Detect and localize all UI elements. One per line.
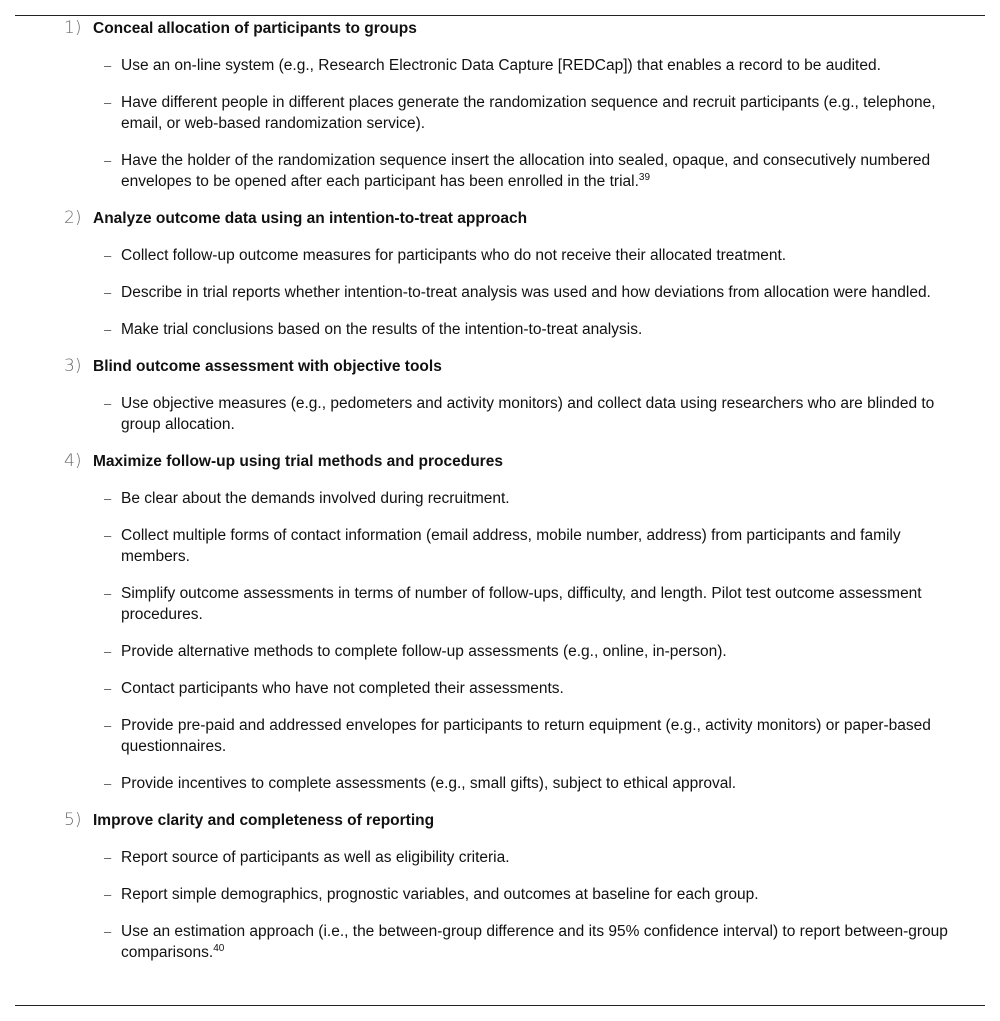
dash-bullet-icon: – <box>104 924 112 939</box>
dash-bullet-icon: – <box>104 887 112 902</box>
item-text-body: Make trial conclusions based on the results of the intention-to-treat analysis. <box>121 321 643 338</box>
item-text-body: Report source of participants as well as eligibility criteria. <box>121 849 510 866</box>
section-5 <box>0 810 1000 963</box>
list-item <box>0 678 1000 699</box>
list-item <box>0 525 1000 567</box>
item-text-body: Contact participants who have not completed their assessments. <box>121 680 564 697</box>
recommendations-list <box>0 16 1000 963</box>
item-text <box>121 717 931 755</box>
item-text-body: Provide incentives to complete assessments (e.g., small gifts), subject to ethical approval. <box>121 775 737 792</box>
item-text <box>121 490 510 507</box>
section-number: 2) <box>64 208 82 228</box>
dash-bullet-icon: – <box>104 528 112 543</box>
item-text-body: Be clear about the demands involved during recruitment. <box>121 490 510 507</box>
section-items <box>0 393 1000 435</box>
section-items <box>0 245 1000 340</box>
dash-bullet-icon: – <box>104 586 112 601</box>
section-1 <box>0 18 1000 192</box>
dash-bullet-icon: – <box>104 491 112 506</box>
item-text-body: Have the holder of the randomization sequence insert the allocation into sealed, opaque, and consecutively numbered envelopes to be opened after each participant has been enrolled in the trial. <box>121 152 931 190</box>
section-heading <box>0 810 1000 831</box>
list-item <box>0 715 1000 757</box>
list-item <box>0 583 1000 625</box>
list-item <box>0 921 1000 963</box>
item-text <box>121 94 936 132</box>
item-text-body: Describe in trial reports whether intention-to-treat analysis was used and how deviations from allocation were handled. <box>121 284 931 301</box>
reference-superscript: 40 <box>213 942 225 954</box>
list-item <box>0 55 1000 76</box>
item-text-body: Collect follow-up outcome measures for participants who do not receive their allocated treatment. <box>121 247 787 264</box>
section-items <box>0 847 1000 963</box>
section-number: 3) <box>64 356 82 376</box>
item-text-body: Use an estimation approach (i.e., the between-group difference and its 95% confidence interval) to report between-group comparisons. <box>121 923 948 961</box>
item-text-body: Provide alternative methods to complete follow-up assessments (e.g., online, in-person). <box>121 643 727 660</box>
dash-bullet-icon: – <box>104 776 112 791</box>
reference-superscript: 39 <box>638 171 651 183</box>
item-text <box>121 284 931 301</box>
item-text <box>121 585 922 623</box>
item-text-body: Report simple demographics, prognostic variables, and outcomes at baseline for each group. <box>121 886 759 903</box>
section-title: Maximize follow-up using trial methods and procedures <box>93 453 503 470</box>
section-items <box>0 488 1000 794</box>
section-heading <box>0 356 1000 377</box>
dash-bullet-icon: – <box>104 285 112 300</box>
list-item <box>0 319 1000 340</box>
item-text-body: Simplify outcome assessments in terms of number of follow-ups, difficulty, and length. Pilot test outcome assessment procedures. <box>121 585 922 623</box>
bottom-rule <box>15 1005 985 1006</box>
list-item <box>0 393 1000 435</box>
item-text <box>121 886 759 903</box>
item-text <box>121 321 642 338</box>
dash-bullet-icon: – <box>104 718 112 733</box>
item-text-body: Use objective measures (e.g., pedometers and activity monitors) and collect data using researchers who are blinded to group allocation. <box>121 395 935 433</box>
list-item <box>0 150 1000 192</box>
section-title: Analyze outcome data using an intention-to-treat approach <box>93 210 528 227</box>
list-item <box>0 245 1000 266</box>
list-item <box>0 884 1000 905</box>
dash-bullet-icon: – <box>104 644 112 659</box>
list-item <box>0 92 1000 134</box>
item-text-body: Provide pre-paid and addressed envelopes for participants to return equipment (e.g., activity monitors) or paper-based questionnaires. <box>121 717 931 755</box>
dash-bullet-icon: – <box>104 681 112 696</box>
item-text <box>121 527 901 565</box>
section-4 <box>0 451 1000 794</box>
item-text <box>121 247 786 264</box>
section-title: Improve clarity and completeness of reporting <box>93 812 435 829</box>
section-heading <box>0 208 1000 229</box>
dash-bullet-icon: – <box>104 248 112 263</box>
section-title: Conceal allocation of participants to groups <box>93 20 417 37</box>
dash-bullet-icon: – <box>104 95 112 110</box>
item-text <box>121 395 934 433</box>
item-text <box>121 152 930 190</box>
dash-bullet-icon: – <box>104 58 112 73</box>
section-heading <box>0 18 1000 39</box>
section-title: Blind outcome assessment with objective tools <box>93 358 442 375</box>
section-3 <box>0 356 1000 435</box>
item-text <box>121 643 727 660</box>
item-text <box>121 680 564 697</box>
section-items <box>0 55 1000 192</box>
dash-bullet-icon: – <box>104 850 112 865</box>
dash-bullet-icon: – <box>104 153 112 168</box>
dash-bullet-icon: – <box>104 322 112 337</box>
item-text <box>121 775 736 792</box>
item-text <box>121 849 510 866</box>
dash-bullet-icon: – <box>104 396 112 411</box>
item-text <box>121 57 881 74</box>
item-text-body: Use an on-line system (e.g., Research Electronic Data Capture [REDCap]) that enables a record to be audited. <box>121 57 881 74</box>
list-item <box>0 847 1000 868</box>
list-item <box>0 282 1000 303</box>
item-text <box>121 923 948 961</box>
section-number: 4) <box>64 451 82 471</box>
item-text-body: Collect multiple forms of contact information (email address, mobile number, address) from participants and family members. <box>121 527 901 565</box>
item-text-body: Have different people in different places generate the randomization sequence and recruit participants (e.g., telephone, email, or web-based randomization service). <box>121 94 936 132</box>
list-item <box>0 773 1000 794</box>
list-item <box>0 488 1000 509</box>
list-item <box>0 641 1000 662</box>
section-number: 5) <box>64 810 82 830</box>
section-2 <box>0 208 1000 340</box>
section-heading <box>0 451 1000 472</box>
section-number: 1) <box>64 18 82 38</box>
